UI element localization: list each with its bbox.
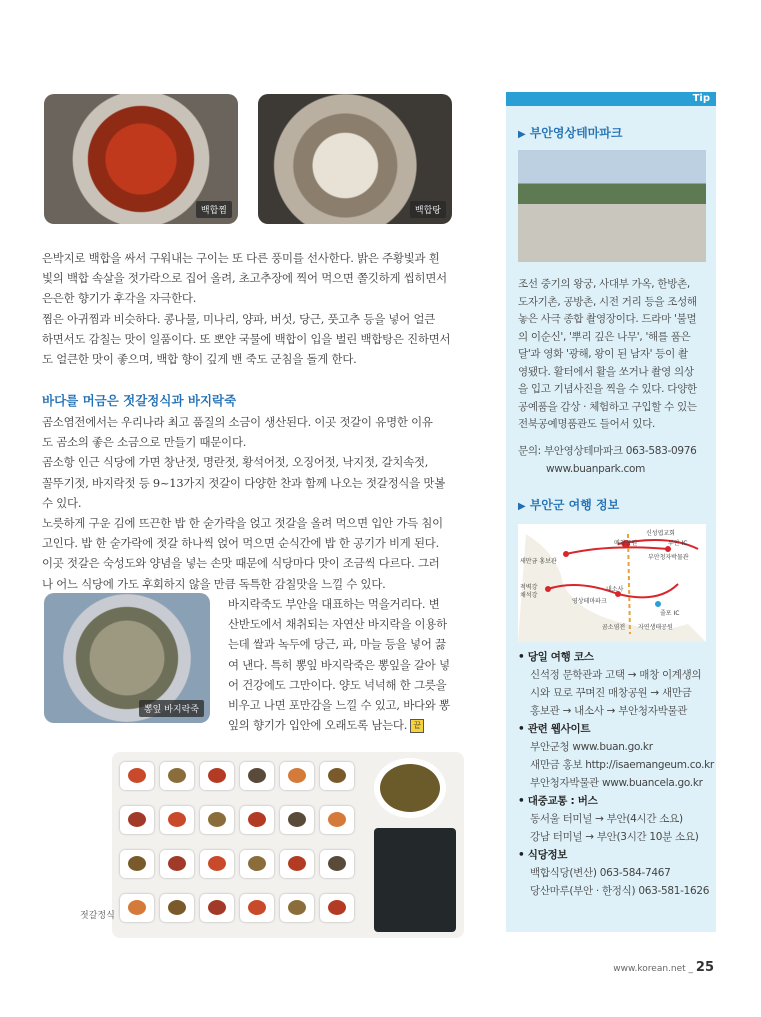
side-dish [160,762,194,790]
info-heading: • 식당정보 [518,849,568,861]
text-line: 빛의 백합 속살을 젓가락으로 집어 올려, 초고추장에 찍어 먹으면 쫄깃하게 씹히면서 [42,271,447,286]
baekhap-jjim-photo [44,94,238,224]
info-row: 신석정 문학관과 고택 → 매창 이계생의 [530,669,702,681]
bongip-bajirak-juk-photo [44,593,210,723]
map-label: 적벽강 [520,584,538,591]
page-number: 25 [695,960,714,975]
side-dish [160,894,194,922]
text-line: 도자기촌, 공방촌, 시전 거리 등을 조성해 [518,295,697,308]
map-label: 매창공원 [614,540,638,547]
side-dish [160,806,194,834]
info-row: 시와 묘로 꾸며진 매창공원 → 새만금 [530,687,692,699]
map-label: 곰소염전 [602,624,626,631]
text-line: 은박지로 백합을 싸서 구워내는 구이는 또 다른 풍미를 선사한다. 밝은 주황빛과 흰 [42,251,440,265]
article-paragraph-2 [42,412,462,594]
side-dish [320,762,354,790]
text-line: 찜은 아귀찜과 비슷하다. 콩나물, 미나리, 양파, 버섯, 당근, 풋고추 등을 넣어 얼큰 [42,311,436,326]
tip-section-text [518,276,714,434]
triangle-right-icon: ▶ [518,501,526,512]
text-line: 어 건강에도 그만이다. 양도 넉넉해 한 그릇을 [228,677,447,692]
text-line: 여 낸다. 특히 뽕잎 바지락죽은 뽕잎을 갈아 넣 [228,657,450,672]
info-row: 동서울 터미널 → 부안(4시간 소요) [530,813,683,825]
tip-section-title: ▶ 부안영상테마파크 [518,126,623,140]
photo-caption: 백합탕 [410,201,446,218]
text-line: 조선 중기의 왕궁, 사대부 가옥, 한방촌, [518,278,690,290]
tip-label: Tip [692,93,710,104]
info-heading: • 관련 웹사이트 [518,723,591,735]
footer-site: www.korean.net _ [613,964,694,974]
side-dish [120,850,154,878]
side-dish [240,850,274,878]
text-line: 바지락죽도 부안을 대표하는 먹을거리다. 변 [228,597,440,611]
text-line: 는데 쌀과 녹두에 당근, 파, 마늘 등을 넣어 끓 [228,637,446,652]
side-dish [200,850,234,878]
soup-bowl [374,758,446,818]
text-line: 꼴뚜기젓, 바지락젓 등 9~13가지 젓갈이 다양한 찬과 함께 나오는 젓갈정식을 맛볼 [42,475,446,490]
jeotgal-jeongsik-photo [112,752,464,938]
side-dish [320,806,354,834]
article-paragraph-3 [228,594,464,735]
side-dish [120,806,154,834]
text-line: 산반도에서 채취되는 자연산 바지락을 이용하 [228,617,447,632]
map-label: 자연생태공원 [638,624,673,631]
text-line: 의 이순신', '뿌리 깊은 나무', '해를 품은 [518,330,691,343]
map-label: 새만금 홍보관 [520,558,557,565]
map-label: 내소사 [606,586,624,593]
article-paragraph-1 [42,248,462,369]
text-line: 도 곰소의 좋은 소금으로 만들기 때문이다. [42,435,247,450]
map-label: 줄포 IC [660,610,680,617]
tip-section-title: ▶ 부안군 여행 정보 [518,498,620,512]
side-dish [280,806,314,834]
info-row: 당산마루(부안 · 한정식) 063-581-1626 [530,885,710,897]
info-row: 부안청자박물관 www.buancela.go.kr [530,777,703,789]
side-dish [280,894,314,922]
text-line: 비우고 나면 포만감을 느낄 수 있고, 바다와 뽕 [228,698,450,713]
info-row: 강남 터미널 → 부안(3시간 10분 소요) [530,831,699,843]
end-mark-icon: 끝 [410,719,424,733]
side-dish [240,762,274,790]
info-row: 홍보관 → 내소사 → 부안청자박물관 [530,705,688,717]
map-label: 신성엽교회 [646,530,675,537]
side-dish [280,762,314,790]
text-line: 수 있다. [42,495,82,510]
info-heading: • 대중교통 : 버스 [518,795,598,807]
side-dish [120,894,154,922]
text-line: 전북공예명품관도 들어서 있다. [518,418,656,430]
side-dish [280,850,314,878]
side-dish [320,894,354,922]
info-row: 새만금 홍보 http://isaemangeum.co.kr [530,759,714,771]
side-dish [240,806,274,834]
travel-info-list [518,648,714,900]
info-heading: • 당일 여행 코스 [518,651,594,663]
text-line: 공예품을 감상 · 체험하고 구입할 수 있는 [518,400,697,413]
side-dish [120,762,154,790]
side-dish [200,894,234,922]
side-dish [320,850,354,878]
text-line: 이곳 젓갈은 숙성도와 양념을 넣는 손맛 때문에 식당마다 맛이 조금씩 다르다. 그러 [42,556,440,571]
text-line: 곰소염전에서는 우리나라 최고 품질의 소금이 생산된다. 이곳 젓갈이 유명한 이유 [42,415,433,429]
text-line: 잎의 향기가 입안에 오래도록 남는다. 끝 [228,715,464,735]
tip-panel [506,92,716,932]
map-label: 영상테마파크 [572,598,607,605]
text-line: 을 입고 기념사진을 찍을 수 있다. 다양한 [518,383,697,395]
buan-map [518,524,706,642]
photo-caption: 젓갈정식 [80,911,115,921]
tip-bar [506,92,716,106]
map-label: 부안 IC [668,540,688,547]
text-line: 달'과 영화 '광해, 왕이 된 남자' 등이 촬 [518,348,688,360]
text-line: 놓은 사극 종합 촬영장이다. 드라마 '불멸 [518,313,697,325]
side-dish [240,894,274,922]
text-line: 나 어느 식당에 가도 후회하지 않을 만큼 독특한 감칠맛을 느낄 수 있다. [42,576,386,591]
side-dish [160,850,194,878]
photo-caption: 뽕잎 바지락죽 [139,700,204,717]
map-label: 채석강 [520,592,538,599]
tip-url: www.buanpark.com [546,463,646,475]
info-row: 백합식당(변산) 063-584-7467 [530,867,671,879]
text-line: 고인다. 밥 한 숟가락에 젓갈 하나씩 얹어 먹으면 순식간에 밥 한 공기가 비게 된다. [42,536,440,551]
text-line: 노릇하게 구운 김에 뜨끈한 밥 한 숟가락을 얹고 젓갈을 올려 먹으면 입안 가득 침이 [42,516,443,531]
photo-caption: 백합찜 [196,201,232,218]
map-label: 부안청자박물관 [648,554,689,561]
text-line: 하면서도 감칠는 맛이 일품이다. 또 뽀얀 국물에 백합이 입을 벌린 백합탕은 진하면서 [42,331,451,346]
side-dish [200,806,234,834]
baekhap-tang-photo [258,94,452,224]
triangle-right-icon: ▶ [518,129,526,140]
tip-contact: 문의: 부안영상테마파크 063-583-0976 [518,445,697,457]
info-row: 부안군청 www.buan.go.kr [530,741,653,753]
laver-sheet [374,828,456,932]
text-line: 곰소항 인근 식당에 가면 창난젓, 명란젓, 황석어젓, 오징어젓, 낙지젓, 갈치속젓, [42,455,429,470]
section-heading: 바다를 머금은 젓갈정식과 바지락죽 [42,393,237,408]
text-line: 은은한 향기가 후각을 자극한다. [42,291,197,306]
theme-park-photo [518,150,706,262]
text-line: 영됐다. 활터에서 활을 쏘거나 촬영 의상 [518,365,694,378]
side-dish [200,762,234,790]
text-line: 도 얼큰한 맛이 좋으며, 백합 향이 깊게 밴 죽도 군침을 돌게 한다. [42,352,357,367]
page-footer [613,960,714,975]
